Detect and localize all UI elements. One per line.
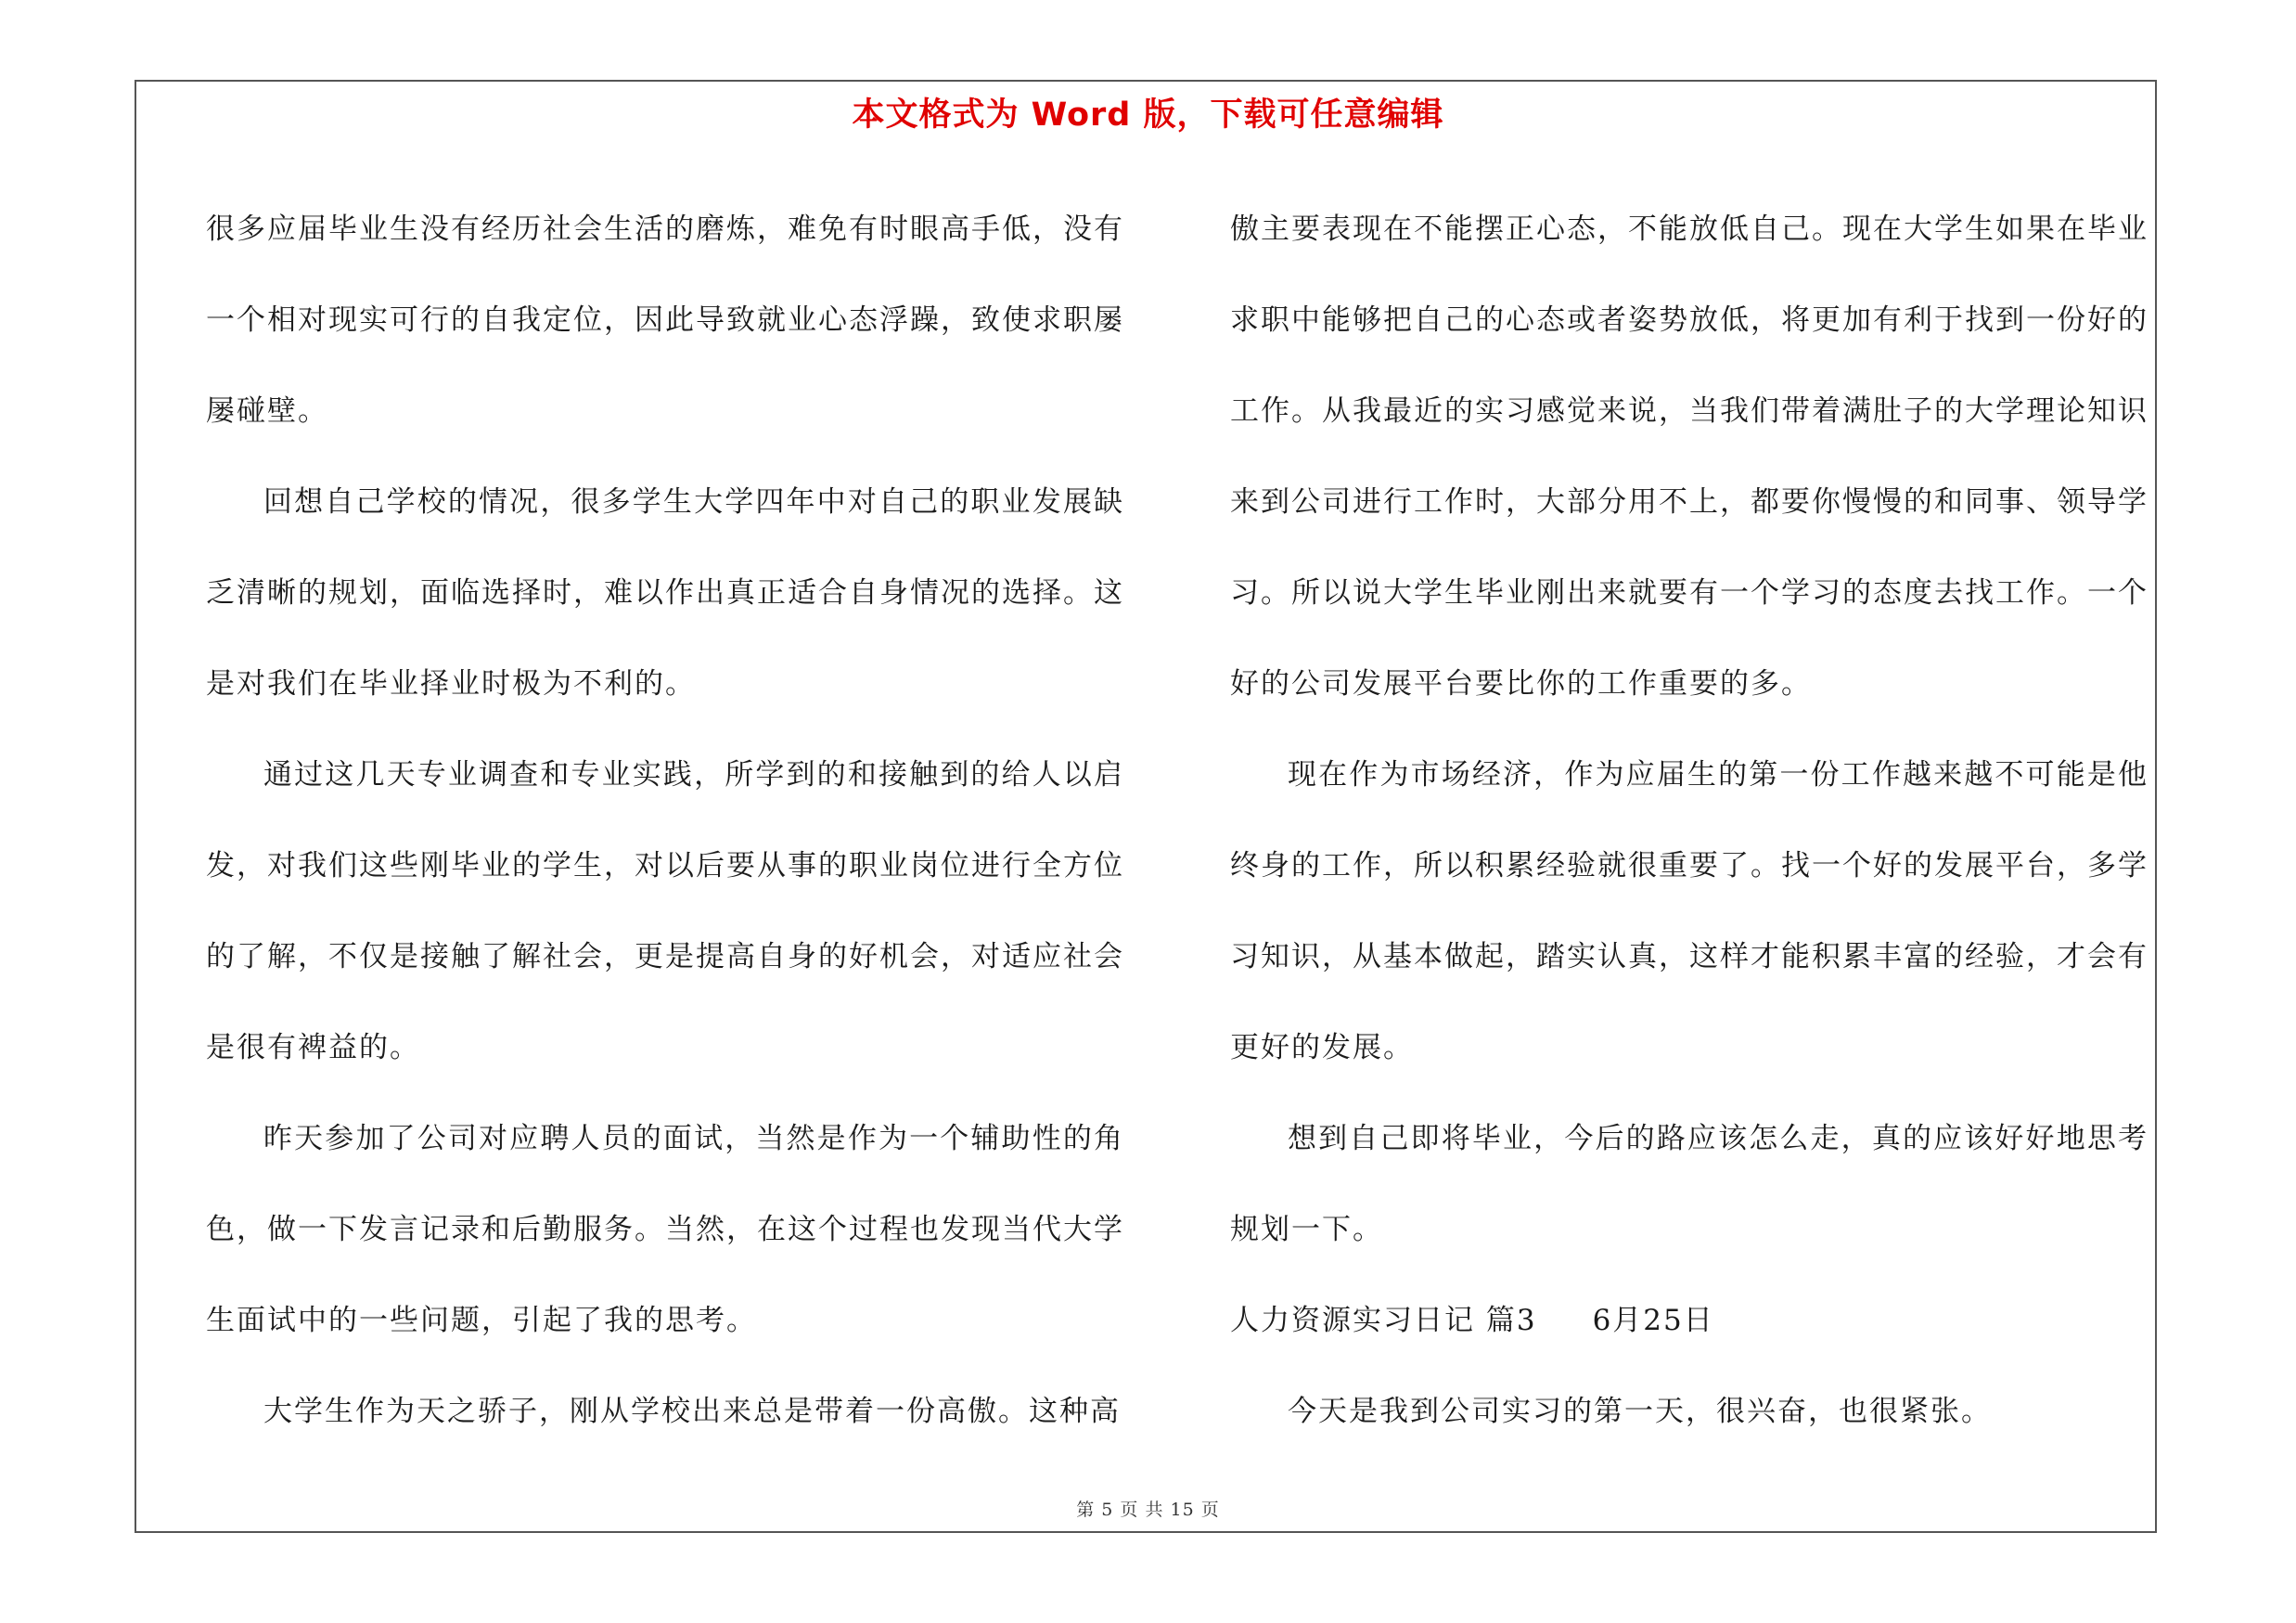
paragraph: 回想自己学校的情况，很多学生大学四年中对自己的职业发展缺乏清晰的规划，面临选择时，难以作出真正适合自身情况的选择。这是对我们在毕业择业时极为不利的。	[206, 485, 1124, 701]
paragraph: 昨天参加了公司对应聘人员的面试，当然是作为一个辅助性的角色，做一下发言记录和后勤服务。当然，在这个过程也发现当代大学生面试中的一些问题，引起了我的思考。	[206, 1122, 1124, 1337]
diary-entry-heading	[1230, 1275, 2148, 1366]
left-text-column	[206, 184, 1124, 1457]
paragraph: 想到自己即将毕业，今后的路应该怎么走，真的应该好好地思考规划一下。	[1230, 1122, 2148, 1246]
paragraph: 现在作为市场经济，作为应届生的第一份工作越来越不可能是他终身的工作，所以积累经验就很重要了。找一个好的发展平台，多学习知识，从基本做起，踏实认真，这样才能积累丰富的经验，才会有更好的发展。	[1230, 758, 2148, 1064]
paragraph: 傲主要表现在不能摆正心态，不能放低自己。现在大学生如果在毕业求职中能够把自己的心态或者姿势放低，将更加有利于找到一份好的工作。从我最近的实习感觉来说，当我们带着满肚子的大学理论知识来到公司进行工作时，大部分用不上，都要你慢慢的和同事、领导学习。所以说大学生毕业刚出来就要有一个学习的态度去找工作。一个好的公司发展平台要比你的工作重要的多。	[1230, 213, 2148, 701]
paragraph: 很多应届毕业生没有经历社会生活的磨炼，难免有时眼高手低，没有一个相对现实可行的自我定位，因此导致就业心态浮躁，致使求职屡屡碰壁。	[206, 213, 1124, 428]
diary-entry-date: 6月25日	[1592, 1304, 1714, 1337]
page-number-footer: 第 5 页 共 15 页	[1076, 1500, 1220, 1520]
diary-entry-title: 人力资源实习日记 篇3	[1230, 1304, 1537, 1337]
paragraph: 今天是我到公司实习的第一天，很兴奋，也很紧张。	[1288, 1395, 1992, 1428]
right-text-column	[1230, 184, 2148, 1457]
paragraph: 大学生作为天之骄子，刚从学校出来总是带着一份高傲。这种高	[263, 1395, 1121, 1428]
format-banner: 本文格式为 Word 版，下载可任意编辑	[852, 97, 1444, 134]
paragraph: 通过这几天专业调查和专业实践，所学到的和接触到的给人以启发，对我们这些刚毕业的学生，对以后要从事的职业岗位进行全方位的了解，不仅是接触了解社会，更是提高自身的好机会，对适应社会是很有裨益的。	[206, 758, 1124, 1064]
